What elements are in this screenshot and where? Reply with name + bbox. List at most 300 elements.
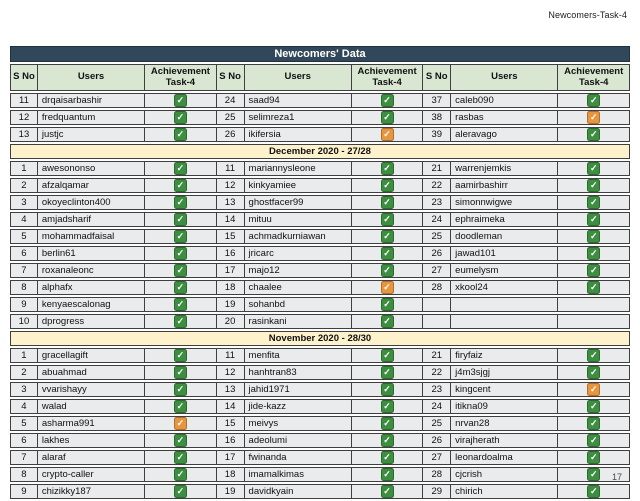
serial-cell: 24 [423,212,451,227]
green-check-icon: ✓ [587,485,600,498]
user-cell: simonnwigwe [451,195,558,210]
achievement-cell [352,127,423,142]
green-check-icon: ✓ [587,349,600,362]
user-cell: itikna09 [451,399,558,414]
serial-cell: 15 [217,416,245,431]
user-cell: gracellagift [38,348,145,363]
serial-cell: 3 [10,195,38,210]
achievement-cell [145,314,216,329]
table-row [10,433,630,448]
serial-cell: 2 [10,178,38,193]
table-row [10,484,630,499]
user-cell: vvarishayy [38,382,145,397]
user-cell: imamalkimas [245,467,352,482]
serial-cell: 37 [423,93,451,108]
serial-cell: 11 [217,348,245,363]
serial-cell: 14 [217,212,245,227]
serial-cell: 29 [423,484,451,499]
achievement-cell [558,212,630,227]
user-cell: abuahmad [38,365,145,380]
green-check-icon: ✓ [381,298,394,311]
achievement-cell [352,212,423,227]
achievement-cell [145,297,216,312]
green-check-icon: ✓ [587,213,600,226]
achievement-cell [352,229,423,244]
serial-cell: 38 [423,110,451,125]
column-header-serial: S No [423,64,451,91]
section-header: December 2020 - 27/28 [10,144,630,159]
table-row [10,314,630,329]
table-row [10,246,630,261]
green-check-icon: ✓ [587,179,600,192]
green-check-icon: ✓ [174,162,187,175]
green-check-icon: ✓ [587,230,600,243]
achievement-cell [352,382,423,397]
user-cell: jide-kazz [245,399,352,414]
green-check-icon: ✓ [587,94,600,107]
user-cell: hanhtran83 [245,365,352,380]
achievement-cell [145,93,216,108]
green-check-icon: ✓ [381,417,394,430]
green-check-icon: ✓ [174,366,187,379]
user-cell: drqaisarbashir [38,93,145,108]
user-cell: afzalqamar [38,178,145,193]
green-check-icon: ✓ [381,451,394,464]
achievement-cell [558,365,630,380]
achievement-cell [558,161,630,176]
user-cell: mariannysleone [245,161,352,176]
serial-cell: 22 [423,365,451,380]
serial-cell: 13 [217,195,245,210]
green-check-icon: ✓ [381,179,394,192]
user-cell: majo12 [245,263,352,278]
serial-cell: 39 [423,127,451,142]
green-check-icon: ✓ [381,366,394,379]
achievement-cell [145,263,216,278]
achievement-cell [145,433,216,448]
green-check-icon: ✓ [381,230,394,243]
table-row [10,450,630,465]
achievement-cell [352,399,423,414]
serial-cell: 28 [423,467,451,482]
serial-cell: 17 [217,450,245,465]
user-cell: justjc [38,127,145,142]
table-row [10,263,630,278]
serial-cell: 23 [423,382,451,397]
achievement-cell [352,365,423,380]
green-check-icon: ✓ [587,417,600,430]
achievement-cell [145,365,216,380]
achievement-cell [145,416,216,431]
orange-check-icon: ✓ [381,128,394,141]
table-row [10,229,630,244]
user-cell: kinkyamiee [245,178,352,193]
green-check-icon: ✓ [381,434,394,447]
user-cell: ephraimeka [451,212,558,227]
user-cell: aleravago [451,127,558,142]
achievement-cell [145,382,216,397]
green-check-icon: ✓ [381,315,394,328]
page-number: 17 [611,472,622,482]
achievement-cell [352,314,423,329]
serial-cell: 8 [10,467,38,482]
serial-cell: 5 [10,229,38,244]
green-check-icon: ✓ [587,434,600,447]
user-cell: ghostfacer99 [245,195,352,210]
green-check-icon: ✓ [174,400,187,413]
user-cell: sohanbd [245,297,352,312]
achievement-cell [558,297,630,312]
serial-cell: 11 [217,161,245,176]
green-check-icon: ✓ [174,196,187,209]
green-check-icon: ✓ [174,94,187,107]
user-cell: walad [38,399,145,414]
serial-cell: 18 [217,280,245,295]
achievement-cell [145,348,216,363]
user-cell: achmadkurniawan [245,229,352,244]
serial-cell: 7 [10,263,38,278]
newcomers-table [10,44,630,501]
column-header-row [10,64,630,91]
table-row [10,416,630,431]
achievement-cell [558,263,630,278]
user-cell: saad94 [245,93,352,108]
user-cell: cjcrish [451,467,558,482]
green-check-icon: ✓ [174,451,187,464]
green-check-icon: ✓ [587,162,600,175]
section-row [10,331,630,346]
serial-cell: 19 [217,484,245,499]
serial-cell: 16 [217,246,245,261]
serial-cell: 21 [423,348,451,363]
serial-cell: 12 [10,110,38,125]
achievement-cell [352,467,423,482]
green-check-icon: ✓ [174,349,187,362]
achievement-cell [352,484,423,499]
user-cell: rasinkani [245,314,352,329]
green-check-icon: ✓ [174,468,187,481]
serial-cell: 1 [10,161,38,176]
serial-cell: 15 [217,229,245,244]
green-check-icon: ✓ [174,111,187,124]
green-check-icon: ✓ [381,400,394,413]
user-cell: mohammadfaisal [38,229,145,244]
achievement-cell [558,127,630,142]
serial-cell: 3 [10,382,38,397]
user-cell: firyfaiz [451,348,558,363]
achievement-cell [352,246,423,261]
user-cell: leonardoalma [451,450,558,465]
green-check-icon: ✓ [174,179,187,192]
user-cell: amjadsharif [38,212,145,227]
table-row [10,110,630,125]
column-header-achievement: Achievement Task-4 [558,64,630,91]
table-row [10,399,630,414]
user-cell: jahid1971 [245,382,352,397]
serial-cell: 4 [10,399,38,414]
green-check-icon: ✓ [381,162,394,175]
table-row [10,93,630,108]
green-check-icon: ✓ [174,128,187,141]
serial-cell: 6 [10,246,38,261]
achievement-cell [145,450,216,465]
achievement-cell [145,280,216,295]
serial-cell [423,314,451,329]
column-header-achievement: Achievement Task-4 [145,64,216,91]
table-body [10,93,630,499]
user-cell [451,314,558,329]
user-cell: alaraf [38,450,145,465]
serial-cell: 25 [423,229,451,244]
green-check-icon: ✓ [381,247,394,260]
achievement-cell [558,178,630,193]
serial-cell: 6 [10,433,38,448]
green-check-icon: ✓ [587,468,600,481]
green-check-icon: ✓ [381,383,394,396]
green-check-icon: ✓ [381,468,394,481]
green-check-icon: ✓ [587,247,600,260]
serial-cell: 25 [423,416,451,431]
green-check-icon: ✓ [381,111,394,124]
achievement-cell [352,178,423,193]
green-check-icon: ✓ [381,485,394,498]
table-title-row [10,46,630,62]
user-cell: asharma991 [38,416,145,431]
achievement-cell [352,195,423,210]
column-header-users: Users [451,64,558,91]
orange-check-icon: ✓ [381,281,394,294]
serial-cell: 28 [423,280,451,295]
serial-cell: 9 [10,297,38,312]
green-check-icon: ✓ [381,349,394,362]
serial-cell: 26 [217,127,245,142]
green-check-icon: ✓ [174,264,187,277]
green-check-icon: ✓ [587,196,600,209]
achievement-cell [352,110,423,125]
green-check-icon: ✓ [381,94,394,107]
table-row [10,382,630,397]
user-cell: chaalee [245,280,352,295]
achievement-cell [145,110,216,125]
user-cell: dprogress [38,314,145,329]
green-check-icon: ✓ [587,400,600,413]
achievement-cell [352,297,423,312]
serial-cell: 26 [423,433,451,448]
serial-cell: 17 [217,263,245,278]
achievement-cell [558,229,630,244]
serial-cell: 24 [423,399,451,414]
user-cell: menfita [245,348,352,363]
user-cell: caleb090 [451,93,558,108]
user-cell: fredquantum [38,110,145,125]
serial-cell: 10 [10,314,38,329]
user-cell: ikifersia [245,127,352,142]
green-check-icon: ✓ [381,213,394,226]
table-row [10,297,630,312]
orange-check-icon: ✓ [587,111,600,124]
column-header-achievement: Achievement Task-4 [352,64,423,91]
green-check-icon: ✓ [587,281,600,294]
column-header-serial: S No [10,64,38,91]
user-cell: jawad101 [451,246,558,261]
green-check-icon: ✓ [174,230,187,243]
serial-cell: 8 [10,280,38,295]
achievement-cell [558,399,630,414]
green-check-icon: ✓ [381,264,394,277]
achievement-cell [352,93,423,108]
user-cell: selimreza1 [245,110,352,125]
table-row [10,280,630,295]
serial-cell: 9 [10,484,38,499]
serial-cell: 19 [217,297,245,312]
achievement-cell [352,263,423,278]
user-cell: alphafx [38,280,145,295]
serial-cell: 20 [217,314,245,329]
achievement-cell [558,484,630,499]
serial-cell: 11 [10,93,38,108]
user-cell: roxanaleonc [38,263,145,278]
green-check-icon: ✓ [587,128,600,141]
user-cell: eumelysm [451,263,558,278]
achievement-cell [558,93,630,108]
achievement-cell [352,450,423,465]
user-cell: fwinanda [245,450,352,465]
table-row [10,161,630,176]
achievement-cell [145,484,216,499]
achievement-cell [558,195,630,210]
table-row [10,178,630,193]
serial-cell: 18 [217,467,245,482]
table-row [10,195,630,210]
green-check-icon: ✓ [381,196,394,209]
serial-cell: 13 [10,127,38,142]
achievement-cell [145,229,216,244]
green-check-icon: ✓ [587,451,600,464]
achievement-cell [352,416,423,431]
document-header-label: Newcomers-Task-4 [548,10,627,20]
achievement-cell [145,127,216,142]
serial-cell: 21 [423,161,451,176]
user-cell: meivys [245,416,352,431]
serial-cell [423,297,451,312]
serial-cell: 27 [423,263,451,278]
serial-cell: 24 [217,93,245,108]
achievement-cell [558,450,630,465]
green-check-icon: ✓ [587,366,600,379]
user-cell: virajherath [451,433,558,448]
serial-cell: 23 [423,195,451,210]
achievement-cell [558,314,630,329]
user-cell: mituu [245,212,352,227]
column-header-users: Users [245,64,352,91]
table-row [10,348,630,363]
user-cell: jricarc [245,246,352,261]
orange-check-icon: ✓ [174,417,187,430]
green-check-icon: ✓ [174,315,187,328]
section-header: November 2020 - 28/30 [10,331,630,346]
green-check-icon: ✓ [174,281,187,294]
serial-cell: 1 [10,348,38,363]
serial-cell: 25 [217,110,245,125]
achievement-cell [558,110,630,125]
serial-cell: 2 [10,365,38,380]
achievement-cell [145,246,216,261]
achievement-cell [145,467,216,482]
serial-cell: 4 [10,212,38,227]
user-cell: lakhes [38,433,145,448]
table-row [10,127,630,142]
achievement-cell [558,348,630,363]
user-cell: j4m3sjgj [451,365,558,380]
table-row [10,365,630,380]
user-cell: awesononso [38,161,145,176]
serial-cell: 16 [217,433,245,448]
user-cell: kenyaescalonag [38,297,145,312]
user-cell: chizikky187 [38,484,145,499]
serial-cell: 5 [10,416,38,431]
user-cell: crypto-caller [38,467,145,482]
achievement-cell [558,416,630,431]
achievement-cell [558,433,630,448]
green-check-icon: ✓ [587,264,600,277]
achievement-cell [145,161,216,176]
user-cell: okoyeclinton400 [38,195,145,210]
user-cell: rasbas [451,110,558,125]
user-cell: doodleman [451,229,558,244]
column-header-serial: S No [217,64,245,91]
green-check-icon: ✓ [174,213,187,226]
table-title: Newcomers' Data [10,46,630,62]
user-cell: xkool24 [451,280,558,295]
serial-cell: 22 [423,178,451,193]
achievement-cell [145,399,216,414]
serial-cell: 12 [217,178,245,193]
green-check-icon: ✓ [174,298,187,311]
achievement-cell [352,161,423,176]
achievement-cell [558,246,630,261]
achievement-cell [145,178,216,193]
green-check-icon: ✓ [174,485,187,498]
user-cell: chirich [451,484,558,499]
serial-cell: 12 [217,365,245,380]
column-header-users: Users [38,64,145,91]
achievement-cell [558,280,630,295]
green-check-icon: ✓ [174,247,187,260]
user-cell [451,297,558,312]
user-cell: davidkyain [245,484,352,499]
achievement-cell [558,382,630,397]
serial-cell: 26 [423,246,451,261]
serial-cell: 27 [423,450,451,465]
user-cell: warrenjemkis [451,161,558,176]
serial-cell: 13 [217,382,245,397]
table-row [10,212,630,227]
achievement-cell [145,212,216,227]
user-cell: kingcent [451,382,558,397]
table-row [10,467,630,482]
serial-cell: 7 [10,450,38,465]
section-row [10,144,630,159]
user-cell: nrvan28 [451,416,558,431]
achievement-cell [145,195,216,210]
user-cell: berlin61 [38,246,145,261]
user-cell: adeolumi [245,433,352,448]
serial-cell: 14 [217,399,245,414]
user-cell: aamirbashirr [451,178,558,193]
achievement-cell [352,280,423,295]
orange-check-icon: ✓ [587,383,600,396]
green-check-icon: ✓ [174,434,187,447]
